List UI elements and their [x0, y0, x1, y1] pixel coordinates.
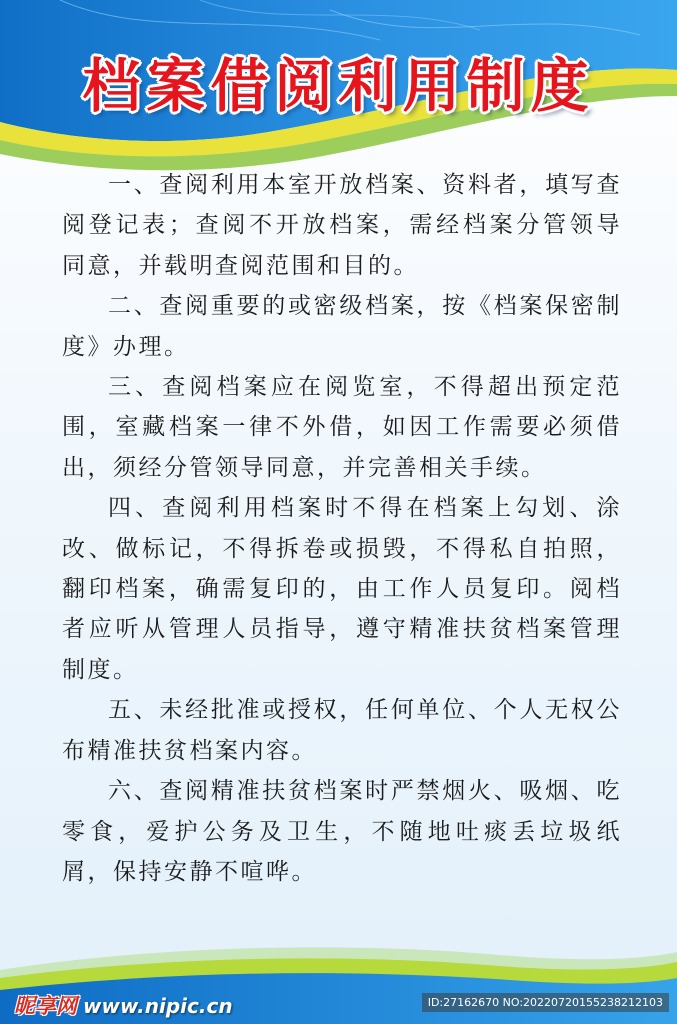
watermark-url: www.nipic.cn	[83, 994, 233, 1018]
rule-item-1: 一、查阅利用本室开放档案、资料者，填写查阅登记表；查阅不开放档案，需经档案分管领导同意，并载明查阅范围和目的。	[62, 172, 622, 279]
rule-item-4: 四、查阅利用档案时不得在档案上勾划、涂改、做标记，不得拆卷或损毁，不得私自拍照，翻印档案，确需复印的，由工作人员复印。阅档者应听从管理人员指导，遵守精准扶贫档案管理制度。	[62, 495, 622, 683]
watermark-brand: 昵享网	[14, 994, 77, 1018]
rule-item-5: 五、未经批准或授权，任何单位、个人无权公布精准扶贫档案内容。	[62, 697, 622, 764]
poster-title: 档案借阅利用制度	[82, 52, 595, 120]
rules-list	[62, 165, 622, 892]
rule-item-3: 三、查阅档案应在阅览室，不得超出预定范围，室藏档案一律不外借，如因工作需要必须借出，须经分管领导同意，并完善相关手续。	[62, 374, 622, 481]
rule-item-2: 二、查阅重要的或密级档案，按《档案保密制度》办理。	[62, 293, 622, 360]
rule-item-6: 六、查阅精准扶贫档案时严禁烟火、吸烟、吃零食，爱护公务及卫生，不随地吐痰丢垃圾纸屑，保持安静不喧哗。	[62, 778, 622, 885]
watermark-id: ID:27162670 NO:20220720155238212103	[422, 993, 669, 1012]
watermark-logo	[14, 990, 233, 1020]
